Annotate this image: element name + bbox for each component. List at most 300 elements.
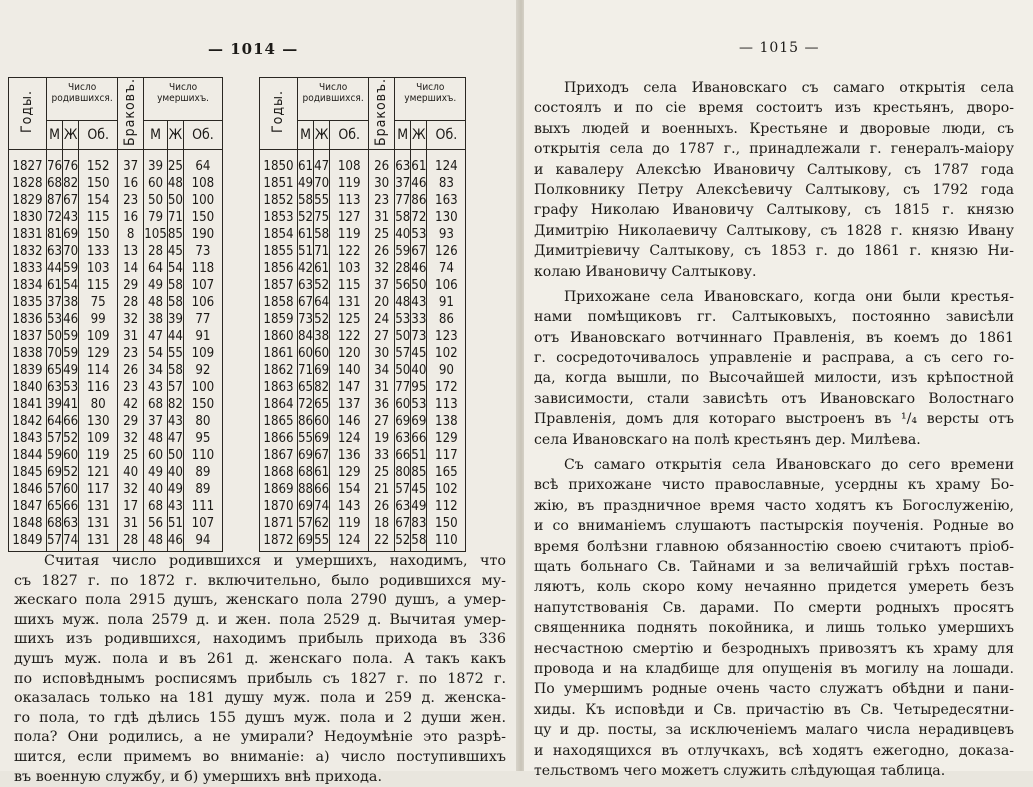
table-cell: 66 <box>411 431 427 446</box>
table-row <box>9 464 223 481</box>
table-cell: 51 <box>298 244 314 259</box>
table-cell: 47 <box>314 150 330 176</box>
table-cell: 60 <box>144 447 168 464</box>
table-cell: 1861 <box>260 345 298 362</box>
table-row <box>9 396 223 413</box>
table-cell: 18 <box>369 515 395 532</box>
table-cell: 100 <box>183 192 222 209</box>
table-cell: 1859 <box>260 311 298 328</box>
table-cell: 23 <box>369 192 395 209</box>
table-cell: 60 <box>298 346 314 361</box>
births-zh-header: Ж <box>314 121 330 150</box>
table-cell: 150 <box>183 209 222 226</box>
table-cell: 50 <box>167 448 183 463</box>
table-cell: 137 <box>330 396 369 413</box>
table-cell: 50 <box>395 363 411 378</box>
table-cell: 1864 <box>260 396 298 413</box>
table-cell: 115 <box>79 209 118 226</box>
table-cell: 30 <box>369 175 395 192</box>
table-cell: 23 <box>118 345 144 362</box>
table-cell: 77 <box>183 311 222 328</box>
table-cell: 123 <box>427 328 466 345</box>
table-cell: 59 <box>63 329 79 344</box>
table-cell: 110 <box>183 447 222 464</box>
table-cell: 106 <box>427 277 466 294</box>
table-cell: 1828 <box>9 175 47 192</box>
table-cell: 105 <box>144 227 167 242</box>
table-row <box>9 175 223 192</box>
table-row <box>260 150 466 176</box>
table-cell: 1858 <box>260 294 298 311</box>
table-row <box>9 192 223 209</box>
table-cell: 52 <box>314 312 330 327</box>
text-line: состоялъ и по сіе время состоитъ изъ крестьянъ, дворо- <box>534 100 1014 117</box>
table-cell: 27 <box>369 328 395 345</box>
text-line: по исповѣднымъ росписямъ прибыль съ 1827 г. по 1872 г. <box>14 670 506 687</box>
table-row <box>9 345 223 362</box>
table-cell: 74 <box>427 260 466 277</box>
text-line: жескаго пола 2915 душъ, женскаго пола 2790 душъ, а умер- <box>14 592 506 609</box>
table-cell: 67 <box>298 295 314 310</box>
table-cell: 43 <box>63 210 79 225</box>
table-cell: 107 <box>183 277 222 294</box>
table-cell: 57 <box>47 532 63 552</box>
table-cell: 1837 <box>9 328 47 345</box>
text-line: пола? Они родились, а не умирали? Недоумѣніе это разрѣ- <box>14 729 506 746</box>
table-cell: 86 <box>298 414 314 429</box>
table-row <box>260 294 466 311</box>
text-line: шихъ муж. пола 2579 д. и жен. пола 2529 д. Вычитая умер- <box>14 611 506 628</box>
table-cell: 1840 <box>9 379 47 396</box>
table-cell: 50 <box>167 193 183 208</box>
table-row <box>260 192 466 209</box>
table-row <box>260 447 466 464</box>
table-cell: 48 <box>144 430 168 447</box>
table-cell: 85 <box>411 465 427 480</box>
table-cell: 59 <box>63 346 79 361</box>
table-cell: 1842 <box>9 413 47 430</box>
table-cell: 31 <box>118 515 144 532</box>
table-cell: 68 <box>298 465 314 480</box>
text-line: цу и др. посты, за исключеніемъ малаго числа нерадивцевъ <box>534 722 1014 739</box>
table-row <box>260 532 466 552</box>
table-cell: 54 <box>144 345 168 362</box>
table-cell: 1869 <box>260 481 298 498</box>
table-cell: 1829 <box>9 192 47 209</box>
table-cell: 1830 <box>9 209 47 226</box>
text-line: съ 1827 г. по 1872 г. включительно, было родившихся му- <box>14 572 506 589</box>
table-cell: 55 <box>298 431 314 446</box>
text-line: Полковнику Петру Алексѣевичу Салтыкову, съ 1792 года <box>534 181 1014 198</box>
table-cell: 24 <box>369 311 395 328</box>
table-cell: 45 <box>167 244 183 259</box>
table-cell: 32 <box>369 260 395 277</box>
table-cell: 28 <box>118 532 144 552</box>
table-cell: 48 <box>395 295 411 310</box>
table-cell: 74 <box>63 532 79 552</box>
table-cell: 39 <box>144 150 168 176</box>
table-cell: 66 <box>314 482 330 497</box>
table-cell: 59 <box>63 261 79 276</box>
text-line: открытія села до 1787 г., принадлежали г. генералъ-маіору <box>534 141 1014 158</box>
table-cell: 147 <box>330 379 369 396</box>
table-row <box>260 226 466 243</box>
table-cell: 61 <box>411 150 427 176</box>
table-cell: 26 <box>369 150 395 176</box>
table-cell: 52 <box>314 278 330 293</box>
table-cell: 136 <box>330 447 369 464</box>
text-line: хиды. Къ исповѣди и Св. причастію въ Св. Четыредесятни- <box>534 701 1014 718</box>
table-cell: 124 <box>330 430 369 447</box>
deaths-zh-header: Ж <box>411 121 427 150</box>
table-cell: 72 <box>298 397 314 412</box>
table-cell: 49 <box>144 464 168 481</box>
table-row <box>260 243 466 260</box>
table-cell: 107 <box>183 515 222 532</box>
table-cell: 72 <box>47 210 63 225</box>
table-cell: 112 <box>427 498 466 515</box>
deaths-ob-header: Об. <box>183 121 222 150</box>
table-cell: 119 <box>330 226 369 243</box>
table-cell: 64 <box>47 414 63 429</box>
table-cell: 50 <box>411 278 427 293</box>
text-line: го пола, то гдѣ дѣлись 155 душъ муж. пола и 2 души жен. <box>14 709 506 726</box>
table-cell: 59 <box>395 244 411 259</box>
table-cell: 92 <box>183 362 222 379</box>
table-cell: 51 <box>167 516 183 531</box>
table-cell: 80 <box>395 465 411 480</box>
births-ob-header: Об. <box>79 121 118 150</box>
table-cell: 57 <box>298 516 314 531</box>
table-cell: 27 <box>369 413 395 430</box>
table-cell: 1870 <box>260 498 298 515</box>
marriages-header: Браковъ. <box>369 78 395 150</box>
table-row <box>260 498 466 515</box>
table-cell: 22 <box>369 532 395 552</box>
table-cell: 1834 <box>9 277 47 294</box>
table-cell: 61 <box>298 227 314 242</box>
table-cell: 32 <box>118 311 144 328</box>
table-cell: 1843 <box>9 430 47 447</box>
statistics-table-left <box>8 77 223 552</box>
table-row <box>9 515 223 532</box>
table-cell: 131 <box>79 515 118 532</box>
deaths-header: Число умершихъ. <box>144 78 223 121</box>
table-cell: 65 <box>314 397 330 412</box>
text-line: Димитрію Николаевичу Салтыкову, съ 1828 г. князю Ивану <box>534 222 1014 239</box>
statistics-table-right <box>259 77 466 552</box>
table-cell: 58 <box>298 193 314 208</box>
text-line: По умершимъ родные очень часто служатъ обѣдни и пани- <box>534 681 1014 698</box>
text-line: душъ муж. пола и въ 261 д. женскаго пола. А такъ какъ <box>14 650 506 667</box>
table-cell: 19 <box>369 430 395 447</box>
table-row <box>9 260 223 277</box>
text-line: зависимости, стали зависѣть отъ Ивановскаго Волостнаго <box>534 390 1014 407</box>
table-cell: 83 <box>411 516 427 531</box>
text-line: провода и на кладбище для опущенія въ могилу на лошади. <box>534 660 1014 677</box>
table-cell: 50 <box>395 329 411 344</box>
table-cell: 64 <box>314 295 330 310</box>
table-cell: 1835 <box>9 294 47 311</box>
table-row <box>260 175 466 192</box>
table-cell: 63 <box>395 499 411 514</box>
table-cell: 122 <box>330 328 369 345</box>
table-cell: 28 <box>144 243 168 260</box>
table-cell: 65 <box>298 380 314 395</box>
table-cell: 75 <box>314 210 330 225</box>
table-row <box>9 311 223 328</box>
table-cell: 118 <box>183 260 222 277</box>
table-cell: 39 <box>167 312 183 327</box>
table-cell: 53 <box>63 380 79 395</box>
table-cell: 49 <box>298 176 314 191</box>
table-cell: 133 <box>79 243 118 260</box>
table-cell: 69 <box>314 431 330 446</box>
table-cell: 57 <box>47 482 63 497</box>
table-cell: 17 <box>118 498 144 515</box>
table-cell: 25 <box>369 464 395 481</box>
table-cell: 1833 <box>9 260 47 277</box>
table-row <box>9 277 223 294</box>
table-cell: 29 <box>118 277 144 294</box>
table-cell: 1849 <box>9 532 47 552</box>
table-cell: 66 <box>63 414 79 429</box>
table-cell: 16 <box>118 175 144 192</box>
table-cell: 79 <box>144 209 168 226</box>
table-cell: 49 <box>411 499 427 514</box>
table-cell: 60 <box>63 448 79 463</box>
table-cell: 1867 <box>260 447 298 464</box>
table-cell: 45 <box>411 346 427 361</box>
table-cell: 60 <box>395 397 411 412</box>
table-cell: 20 <box>369 294 395 311</box>
right-page <box>524 0 1033 779</box>
table-cell: 70 <box>63 244 79 259</box>
table-cell: 129 <box>79 345 118 362</box>
table-cell: 127 <box>330 209 369 226</box>
table-cell: 117 <box>427 447 466 464</box>
table-cell: 32 <box>118 430 144 447</box>
table-cell: 38 <box>314 329 330 344</box>
left-page-number: — 1014 — <box>208 40 299 58</box>
table-cell: 108 <box>330 150 369 176</box>
table-cell: 114 <box>79 362 118 379</box>
table-cell: 140 <box>330 362 369 379</box>
table-cell: 91 <box>427 294 466 311</box>
table-cell: 73 <box>411 329 427 344</box>
table-cell: 88 <box>298 482 314 497</box>
table-cell: 115 <box>330 277 369 294</box>
table-cell: 69 <box>298 532 314 552</box>
table-cell: 23 <box>118 192 144 209</box>
table-cell: 172 <box>427 379 466 396</box>
table-cell: 73 <box>298 312 314 327</box>
table-row <box>9 226 223 243</box>
table-cell: 109 <box>79 430 118 447</box>
table-cell: 39 <box>47 397 63 412</box>
table-cell: 85 <box>167 227 183 242</box>
table-cell: 1839 <box>9 362 47 379</box>
table-cell: 33 <box>369 447 395 464</box>
table-cell: 58 <box>395 210 411 225</box>
table-cell: 69 <box>314 363 330 378</box>
table-cell: 59 <box>47 448 63 463</box>
table-row <box>260 328 466 345</box>
table-cell: 109 <box>183 345 222 362</box>
table-cell: 86 <box>427 311 466 328</box>
table-cell: 58 <box>167 363 183 378</box>
table-cell: 54 <box>167 261 183 276</box>
table-cell: 82 <box>167 397 183 412</box>
table-cell: 1862 <box>260 362 298 379</box>
table-row <box>9 328 223 345</box>
table-cell: 1866 <box>260 430 298 447</box>
table-row <box>9 362 223 379</box>
table-cell: 115 <box>79 277 118 294</box>
table-cell: 61 <box>314 261 330 276</box>
table-cell: 48 <box>167 176 183 191</box>
table-cell: 40 <box>395 227 411 242</box>
table-cell: 62 <box>314 516 330 531</box>
table-cell: 150 <box>79 175 118 192</box>
births-header: Число родившихся. <box>298 78 369 121</box>
table-cell: 53 <box>411 397 427 412</box>
table-cell: 52 <box>63 431 79 446</box>
text-line: г. сосредоточивалось управленіе и расправа, а съ сего го- <box>534 350 1014 367</box>
text-line: ляютъ, коль скоро кому нечаянно придется умереть безъ <box>534 579 1014 596</box>
table-cell: 57 <box>167 380 183 395</box>
table-cell: 65 <box>47 499 63 514</box>
table-cell: 69 <box>298 448 314 463</box>
table-cell: 28 <box>118 294 144 311</box>
table-cell: 102 <box>427 481 466 498</box>
table-cell: 63 <box>47 244 63 259</box>
table-cell: 120 <box>330 345 369 362</box>
births-zh-header: Ж <box>63 121 79 150</box>
table-row <box>9 150 223 176</box>
table-cell: 154 <box>330 481 369 498</box>
table-cell: 76 <box>63 150 79 176</box>
table-cell: 125 <box>330 311 369 328</box>
table-cell: 63 <box>47 380 63 395</box>
table-cell: 1827 <box>9 150 47 176</box>
table-cell: 111 <box>183 498 222 515</box>
table-cell: 1850 <box>260 150 298 176</box>
text-line: несчастною смертію и безродныхъ привозятъ къ храму для <box>534 640 1014 657</box>
table-cell: 116 <box>79 379 118 396</box>
table-cell: 69 <box>411 414 427 429</box>
table-cell: 49 <box>63 363 79 378</box>
table-cell: 119 <box>330 515 369 532</box>
table-cell: 1845 <box>9 464 47 481</box>
table-cell: 63 <box>298 278 314 293</box>
table-cell: 67 <box>395 516 411 531</box>
table-cell: 34 <box>144 362 168 379</box>
table-cell: 190 <box>183 226 222 243</box>
table-cell: 68 <box>144 498 168 515</box>
table-row <box>9 430 223 447</box>
table-cell: 8 <box>118 226 144 243</box>
text-line: выхъ людей и военныхъ. Крестьяне и дворовые люди, съ <box>534 120 1014 137</box>
table-cell: 37 <box>144 413 168 430</box>
table-cell: 56 <box>144 515 168 532</box>
table-row <box>9 243 223 260</box>
table-row <box>260 260 466 277</box>
text-line: нами помѣщиковъ гг. Салтыковыхъ, постоянно зависѣли <box>534 309 1014 326</box>
table-cell: 26 <box>369 243 395 260</box>
table-cell: 1836 <box>9 311 47 328</box>
table-cell: 76 <box>47 150 63 176</box>
table-cell: 60 <box>314 414 330 429</box>
table-cell: 100 <box>183 379 222 396</box>
table-cell: 70 <box>47 346 63 361</box>
text-line: Считая число родившихся и умершихъ, находимъ, что <box>44 553 506 569</box>
text-line: да, когда вышли, по Высочайшей милости, изъ крѣпостной <box>534 370 1014 387</box>
table-cell: 58 <box>314 227 330 242</box>
table-cell: 110 <box>427 532 466 552</box>
table-cell: 71 <box>298 363 314 378</box>
table-cell: 1846 <box>9 481 47 498</box>
table-cell: 82 <box>63 176 79 191</box>
table-cell: 93 <box>427 226 466 243</box>
table-cell: 77 <box>395 380 411 395</box>
table-cell: 113 <box>427 396 466 413</box>
table-row <box>9 294 223 311</box>
table-row <box>260 481 466 498</box>
table-cell: 26 <box>118 362 144 379</box>
table-cell: 37 <box>118 150 144 176</box>
text-line: Приходъ села Ивановскаго съ самаго открытія села <box>564 80 1014 96</box>
table-cell: 61 <box>298 150 314 176</box>
table-cell: 34 <box>369 362 395 379</box>
table-cell: 52 <box>63 465 79 480</box>
table-cell: 146 <box>330 413 369 430</box>
table-cell: 119 <box>330 175 369 192</box>
table-cell: 80 <box>183 413 222 430</box>
table-cell: 44 <box>47 261 63 276</box>
text-line: колаю Ивановичу Салтыкову. <box>534 263 757 280</box>
table-cell: 49 <box>144 277 168 294</box>
table-cell: 48 <box>144 294 168 311</box>
text-line: села Ивановскаго на полѣ крестьянъ дер. Милѣева. <box>534 431 921 448</box>
table-cell: 46 <box>411 176 427 191</box>
text-line: священника поднять покойника, и лишь только умершихъ <box>534 620 1014 637</box>
table-cell: 69 <box>395 414 411 429</box>
table-cell: 42 <box>298 261 314 276</box>
table-cell: 1847 <box>9 498 47 515</box>
table-cell: 45 <box>411 482 427 497</box>
table-cell: 130 <box>427 209 466 226</box>
table-cell: 42 <box>118 396 144 413</box>
table-cell: 1838 <box>9 345 47 362</box>
table-cell: 55 <box>167 346 183 361</box>
table-cell: 46 <box>411 261 427 276</box>
table-cell: 75 <box>79 294 118 311</box>
table-cell: 1844 <box>9 447 47 464</box>
table-row <box>260 345 466 362</box>
table-cell: 69 <box>298 499 314 514</box>
table-cell: 103 <box>79 260 118 277</box>
table-row <box>260 379 466 396</box>
table-cell: 138 <box>427 413 466 430</box>
text-line: тельствомъ чего можетъ служить слѣдующая таблица. <box>534 762 946 779</box>
table-cell: 43 <box>167 414 183 429</box>
text-line: жію, въ праздничное время часто ходятъ къ Богослуженію, <box>534 497 1014 514</box>
text-line: шихъ изъ родившихся, находимъ прибыль прихода въ 336 <box>14 631 506 648</box>
table-cell: 124 <box>330 532 369 552</box>
table-cell: 51 <box>411 448 427 463</box>
table-cell: 55 <box>314 532 330 552</box>
